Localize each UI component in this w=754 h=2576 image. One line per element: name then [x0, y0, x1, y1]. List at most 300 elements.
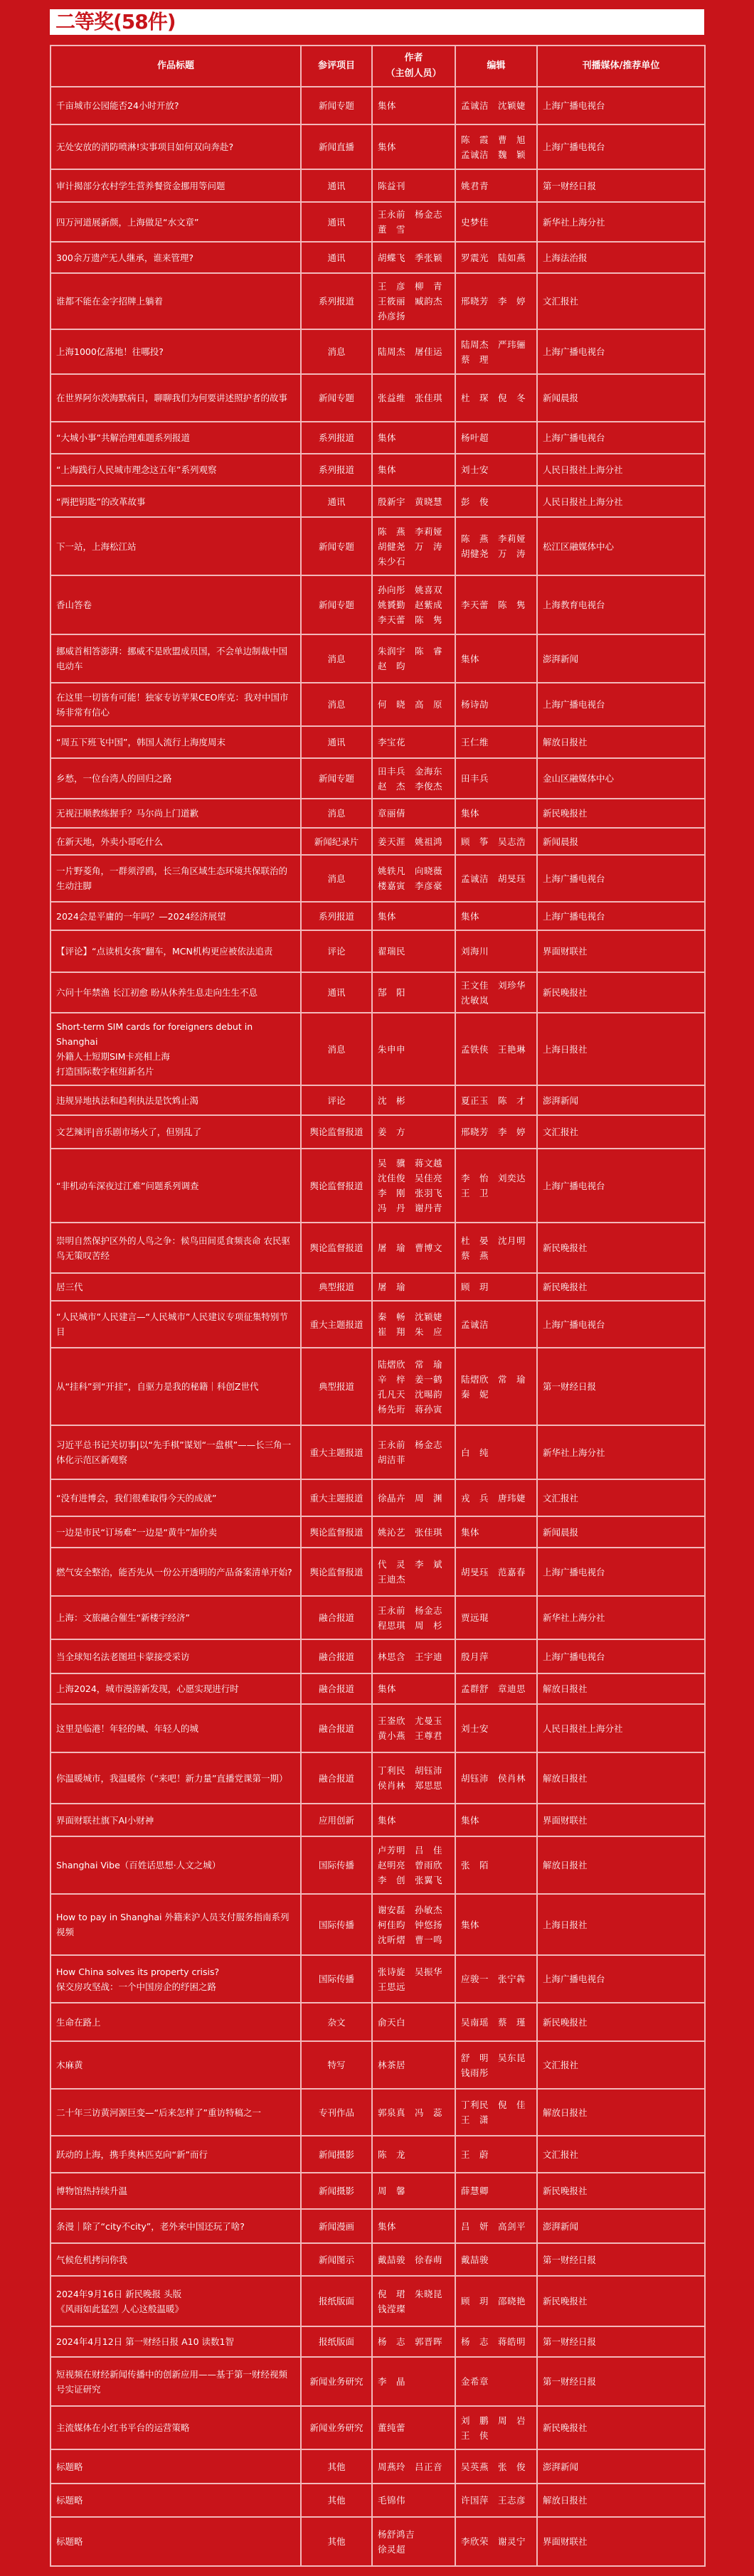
author-cell: 吴 骥 蒋文越 沈佳俊 吴佳亮 李 刚 张羽飞 冯 丹 谢丹青 — [372, 1149, 455, 1223]
author-cell: 徐晶卉 周 渊 — [372, 1479, 455, 1516]
media-outlet-cell: 第一财经日报 — [537, 1348, 705, 1425]
category-cell: 通讯 — [301, 169, 372, 202]
header-author: 作者 （主创人员） — [372, 46, 455, 87]
editor-cell: 杨叶超 — [455, 422, 537, 454]
table-row — [51, 486, 705, 517]
table-row — [51, 1425, 705, 1479]
editor-cell: 顾 玥 — [455, 1273, 537, 1301]
media-outlet-cell: 新华社上海分社 — [537, 1596, 705, 1639]
section-title: 二等奖(58件) — [55, 10, 176, 33]
table-row — [51, 1301, 705, 1348]
table-body — [51, 87, 705, 2566]
category-cell: 新闻业务研究 — [301, 2357, 372, 2406]
work-title-cell: 一片野菱角，一群须浮鸥，长三角区域生态环境共保联治的生动注脚 — [51, 855, 301, 902]
category-cell: 系列报道 — [301, 273, 372, 329]
media-outlet-cell: 上海广播电视台 — [537, 1301, 705, 1348]
header-editor: 编辑 — [455, 46, 537, 87]
table-row — [51, 202, 705, 242]
table-row — [51, 2209, 705, 2243]
work-title-cell: 标题略 — [51, 2449, 301, 2484]
work-title-cell: 博物馆热持续升温 — [51, 2173, 301, 2209]
category-cell: 新闻业务研究 — [301, 2406, 372, 2449]
media-outlet-cell: 新民晚报社 — [537, 2173, 705, 2209]
editor-cell: 戴喆骏 — [455, 2243, 537, 2276]
category-cell: 通讯 — [301, 202, 372, 242]
author-cell: 集体 — [372, 87, 455, 124]
editor-cell: 邢晓芳 李 婷 — [455, 1115, 537, 1149]
editor-cell: 孟诚洁 胡旻珏 — [455, 855, 537, 902]
editor-cell: 吕 妍 高剑平 — [455, 2209, 537, 2243]
work-title-cell: “非机动车深夜过江难”问题系列调查 — [51, 1149, 301, 1223]
category-cell: 国际传播 — [301, 1836, 372, 1894]
media-outlet-cell: 上海教育电视台 — [537, 575, 705, 634]
author-cell: 集体 — [372, 1673, 455, 1704]
editor-cell: 杜 晏 沈月明 蔡 燕 — [455, 1223, 537, 1273]
table-header-row — [51, 46, 705, 87]
table-row — [51, 2276, 705, 2326]
table-row — [51, 683, 705, 726]
category-cell: 应用创新 — [301, 1804, 372, 1836]
category-cell: 系列报道 — [301, 902, 372, 930]
author-cell: 林茶居 — [372, 2041, 455, 2089]
table-row — [51, 1348, 705, 1425]
editor-cell: 舒 明 吴东昆 钱雨彤 — [455, 2041, 537, 2089]
author-cell: 张诗旋 吴振华 王思远 — [372, 1955, 455, 2003]
category-cell: 典型报道 — [301, 1273, 372, 1301]
author-cell: 杨 志 郭晋晖 — [372, 2326, 455, 2357]
editor-cell: 陈 霞 曹 旭 孟诚洁 魏 颖 — [455, 124, 537, 169]
work-title-cell: 当全球知名法老图坦卡蒙接受采访 — [51, 1639, 301, 1673]
media-outlet-cell: 上海广播电视台 — [537, 1149, 705, 1223]
author-cell: 陈 龙 — [372, 2136, 455, 2173]
work-title-cell: 四万河道展新颜，上海做足“水文章” — [51, 202, 301, 242]
editor-cell: 许国萍 王志彦 — [455, 2484, 537, 2517]
category-cell: 新闻直播 — [301, 124, 372, 169]
media-outlet-cell: 文汇报社 — [537, 2136, 705, 2173]
media-outlet-cell: 上海广播电视台 — [537, 1548, 705, 1596]
work-title-cell: 2024会是平庸的一年吗？—2024经济展望 — [51, 902, 301, 930]
author-cell: 郜 阳 — [372, 972, 455, 1013]
editor-cell: 李天蕾 陈 隽 — [455, 575, 537, 634]
editor-cell: 王仁维 — [455, 726, 537, 758]
category-cell: 消息 — [301, 799, 372, 828]
category-cell: 舆论监督报道 — [301, 1149, 372, 1223]
table-row — [51, 2041, 705, 2089]
editor-cell: 史梦佳 — [455, 202, 537, 242]
work-title-cell: 从“挂科”到“开挂”，自驱力是我的秘籍｜科创Z世代 — [51, 1348, 301, 1425]
category-cell: 新闻专题 — [301, 517, 372, 575]
editor-cell: 集体 — [455, 1894, 537, 1955]
editor-cell: 姚君青 — [455, 169, 537, 202]
editor-cell: 王 蔚 — [455, 2136, 537, 2173]
work-title-cell: Shanghai Vibe（百姓话思想·人文之城） — [51, 1836, 301, 1894]
category-cell: 通讯 — [301, 972, 372, 1013]
work-title-cell: 【评论】“点读机女孩”翻车，MCN机构更应被依法追责 — [51, 930, 301, 972]
media-outlet-cell: 上海广播电视台 — [537, 683, 705, 726]
table-row — [51, 1836, 705, 1894]
editor-cell: 田丰兵 — [455, 758, 537, 799]
author-cell: 张益维 张佳琪 — [372, 374, 455, 422]
editor-cell: 杨诗劼 — [455, 683, 537, 726]
media-outlet-cell: 金山区融媒体中心 — [537, 758, 705, 799]
media-outlet-cell: 上海法治报 — [537, 242, 705, 273]
category-cell: 其他 — [301, 2517, 372, 2566]
author-cell: 陈 燕 李莉娅 胡健尧 万 涛 朱少石 — [372, 517, 455, 575]
table-row — [51, 2484, 705, 2517]
table-row — [51, 2517, 705, 2566]
editor-cell: 集体 — [455, 799, 537, 828]
media-outlet-cell: 上海日报社 — [537, 1013, 705, 1085]
category-cell: 舆论监督报道 — [301, 1548, 372, 1596]
editor-cell: 集体 — [455, 902, 537, 930]
editor-cell: 集体 — [455, 1804, 537, 1836]
category-cell: 新闻摄影 — [301, 2136, 372, 2173]
editor-cell: 刘士安 — [455, 1704, 537, 1752]
table-row — [51, 726, 705, 758]
category-cell: 报纸版面 — [301, 2326, 372, 2357]
author-cell: 陆熠欣 常 瑜 辛 梓 姜一鹤 孔凡天 沈晹韵 杨先珩 蒋孙寅 — [372, 1348, 455, 1425]
editor-cell: 李欣荣 谢灵宁 — [455, 2517, 537, 2566]
category-cell: 融合报道 — [301, 1639, 372, 1673]
category-cell: 重大主题报道 — [301, 1301, 372, 1348]
section-title-box — [50, 9, 704, 35]
category-cell: 重大主题报道 — [301, 1425, 372, 1479]
table-row — [51, 1752, 705, 1804]
category-cell: 舆论监督报道 — [301, 1115, 372, 1149]
table-row — [51, 454, 705, 486]
table-row — [51, 799, 705, 828]
work-title-cell: How to pay in Shanghai 外籍来沪人员支付服务指南系列视频 — [51, 1894, 301, 1955]
author-cell: 卢芳明 吕 佳 赵明亮 曾雨欣 李 创 张翼飞 — [372, 1836, 455, 1894]
media-outlet-cell: 澎湃新闻 — [537, 2449, 705, 2484]
media-outlet-cell: 第一财经日报 — [537, 169, 705, 202]
media-outlet-cell: 上海广播电视台 — [537, 1955, 705, 2003]
author-cell: 董纯蕾 — [372, 2406, 455, 2449]
author-cell: 章丽倩 — [372, 799, 455, 828]
work-title-cell: “两把钥匙”的改革故事 — [51, 486, 301, 517]
author-cell: 集体 — [372, 454, 455, 486]
media-outlet-cell: 新民晚报社 — [537, 972, 705, 1013]
table-row — [51, 1223, 705, 1273]
work-title-cell: 在新天地，外卖小哥吃什么 — [51, 828, 301, 855]
category-cell: 典型报道 — [301, 1348, 372, 1425]
category-cell: 重大主题报道 — [301, 1479, 372, 1516]
category-cell: 消息 — [301, 855, 372, 902]
table-row — [51, 1516, 705, 1548]
work-title-cell: 300余万遗产无人继承，谁来管理? — [51, 242, 301, 273]
table-row — [51, 2449, 705, 2484]
table-row — [51, 1955, 705, 2003]
author-cell: 李 晶 — [372, 2357, 455, 2406]
category-cell: 新闻摄影 — [301, 2173, 372, 2209]
author-cell: 殷新宇 黄晓慧 — [372, 486, 455, 517]
author-cell: 胡蝶飞 季张颖 — [372, 242, 455, 273]
work-title-cell: 居三代 — [51, 1273, 301, 1301]
table-row — [51, 1085, 705, 1115]
work-title-cell: 文艺辣评|音乐剧市场火了，但别乱了 — [51, 1115, 301, 1149]
table-row — [51, 329, 705, 374]
category-cell: 国际传播 — [301, 1955, 372, 2003]
media-outlet-cell: 界面财联社 — [537, 1804, 705, 1836]
work-title-cell: 无处安放的消防喷淋!实事项目如何双向奔赴? — [51, 124, 301, 169]
editor-cell: 胡钰沛 侯肖林 — [455, 1752, 537, 1804]
media-outlet-cell: 上海广播电视台 — [537, 855, 705, 902]
author-cell: 王永前 杨金志 董 雪 — [372, 202, 455, 242]
author-cell: 屠 瑜 — [372, 1273, 455, 1301]
work-title-cell: 生命在路上 — [51, 2003, 301, 2041]
media-outlet-cell: 界面财联社 — [537, 2517, 705, 2566]
media-outlet-cell: 新闻晨报 — [537, 828, 705, 855]
table-row — [51, 634, 705, 683]
category-cell: 系列报道 — [301, 422, 372, 454]
work-title-cell: 在这里一切皆有可能！独家专访苹果CEO库克：我对中国市场非常有信心 — [51, 683, 301, 726]
header-category: 参评项目 — [301, 46, 372, 87]
editor-cell: 刘士安 — [455, 454, 537, 486]
category-cell: 融合报道 — [301, 1673, 372, 1704]
author-cell: 林思含 王宇迪 — [372, 1639, 455, 1673]
author-cell: 集体 — [372, 2209, 455, 2243]
editor-cell: 陆熠欣 常 瑜 秦 妮 — [455, 1348, 537, 1425]
author-cell: 田丰兵 金海东 赵 杰 李俊杰 — [372, 758, 455, 799]
editor-cell: 白 纯 — [455, 1425, 537, 1479]
work-title-cell: 乡愁，一位台湾人的回归之路 — [51, 758, 301, 799]
media-outlet-cell: 新民晚报社 — [537, 1273, 705, 1301]
category-cell: 通讯 — [301, 726, 372, 758]
category-cell: 新闻专题 — [301, 87, 372, 124]
work-title-cell: 无视汪顺教练握手？马尔尚上门道歉 — [51, 799, 301, 828]
table-row — [51, 1704, 705, 1752]
work-title-cell: 崇明自然保护区外的人鸟之争：候鸟田间觅食频丧命 农民驱鸟无策叹苦经 — [51, 1223, 301, 1273]
work-title-cell: “没有进博会，我们很难取得今天的成就” — [51, 1479, 301, 1516]
header-media: 刊播媒体/推荐单位 — [537, 46, 705, 87]
editor-cell: 丁利民 倪 佳 王 潇 — [455, 2089, 537, 2136]
editor-cell: 邢晓芳 李 婷 — [455, 273, 537, 329]
editor-cell: 孟诚洁 沈颖婕 — [455, 87, 537, 124]
table-row — [51, 2089, 705, 2136]
work-title-cell: How China solves its property crisis? 保交房攻坚战：一个中国房企的纾困之路 — [51, 1955, 301, 2003]
author-cell: 翟瑞民 — [372, 930, 455, 972]
media-outlet-cell: 第一财经日报 — [537, 2357, 705, 2406]
work-title-cell: 谁都不能在金字招牌上躺着 — [51, 273, 301, 329]
work-title-cell: “人民城市”人民建言—“人民城市”人民建议专项征集特别节目 — [51, 1301, 301, 1348]
editor-cell: 金希章 — [455, 2357, 537, 2406]
table-row — [51, 273, 705, 329]
editor-cell: 李 怡 刘奕达 王 卫 — [455, 1149, 537, 1223]
category-cell: 新闻专题 — [301, 575, 372, 634]
category-cell: 新闻纪录片 — [301, 828, 372, 855]
media-outlet-cell: 解放日报社 — [537, 726, 705, 758]
work-title-cell: 香山答卷 — [51, 575, 301, 634]
work-title-cell: Short-term SIM cards for foreigners debut in Shanghai 外籍人士短期SIM卡亮相上海 打造国际数字枢纽新名片 — [51, 1013, 301, 1085]
work-title-cell: 上海2024，城市漫游新发现，心愿实现进行时 — [51, 1673, 301, 1704]
media-outlet-cell: 上海日报社 — [537, 1894, 705, 1955]
category-cell: 特写 — [301, 2041, 372, 2089]
work-title-cell: “上海践行人民城市理念这五年”系列观察 — [51, 454, 301, 486]
work-title-cell: 审计揭部分农村学生营养餐资金挪用等问题 — [51, 169, 301, 202]
work-title-cell: 二十年三访黄河源巨变—“后来怎样了”重访特稿之一 — [51, 2089, 301, 2136]
media-outlet-cell: 文汇报社 — [537, 273, 705, 329]
editor-cell: 殷月萍 — [455, 1639, 537, 1673]
category-cell: 专刊作品 — [301, 2089, 372, 2136]
editor-cell: 应骏一 张宁犇 — [455, 1955, 537, 2003]
table-row — [51, 1639, 705, 1673]
author-cell: 姚沁艺 张佳琪 — [372, 1516, 455, 1548]
table-row — [51, 169, 705, 202]
table-row — [51, 87, 705, 124]
category-cell: 杂文 — [301, 2003, 372, 2041]
media-outlet-cell: 新民晚报社 — [537, 2276, 705, 2326]
media-outlet-cell: 人民日报社上海分社 — [537, 486, 705, 517]
author-cell: 谢安磊 孙敏杰 柯佳昀 钟悠扬 沈昕熠 曹一鸣 — [372, 1894, 455, 1955]
media-outlet-cell: 上海广播电视台 — [537, 87, 705, 124]
work-title-cell: 一边是市民“订场难”一边是“黄牛”加价卖 — [51, 1516, 301, 1548]
editor-cell: 集体 — [455, 1516, 537, 1548]
table-row — [51, 1673, 705, 1704]
media-outlet-cell: 文汇报社 — [537, 2041, 705, 2089]
editor-cell: 孟诚洁 — [455, 1301, 537, 1348]
author-cell: 姚轶凡 向晓薇 楼嘉寅 李彦豪 — [372, 855, 455, 902]
media-outlet-cell: 上海广播电视台 — [537, 902, 705, 930]
editor-cell: 薛慧卿 — [455, 2173, 537, 2209]
media-outlet-cell: 人民日报社上海分社 — [537, 454, 705, 486]
media-outlet-cell: 澎湃新闻 — [537, 1085, 705, 1115]
media-outlet-cell: 新华社上海分社 — [537, 202, 705, 242]
author-cell: 丁利民 胡钰沛 侯肖林 郑思思 — [372, 1752, 455, 1804]
editor-cell: 王文佳 刘珍华 沈敏岚 — [455, 972, 537, 1013]
author-cell: 姜 方 — [372, 1115, 455, 1149]
author-cell: 屠 瑜 曹博文 — [372, 1223, 455, 1273]
author-cell: 戴喆骏 徐春萌 — [372, 2243, 455, 2276]
category-cell: 新闻漫画 — [301, 2209, 372, 2243]
author-cell: 毛锦伟 — [372, 2484, 455, 2517]
category-cell: 新闻专题 — [301, 374, 372, 422]
work-title-cell: 条漫｜除了“city不city”，老外来中国还玩了啥? — [51, 2209, 301, 2243]
table-row — [51, 1479, 705, 1516]
work-title-cell: “周五下班飞中国”，韩国人流行上海度周末 — [51, 726, 301, 758]
work-title-cell: 六问十年禁渔 长江初愈 盼从休养生息走向生生不息 — [51, 972, 301, 1013]
work-title-cell: “大城小事”共解治理难题系列报道 — [51, 422, 301, 454]
editor-cell: 孟群舒 章迪思 — [455, 1673, 537, 1704]
table-row — [51, 2136, 705, 2173]
work-title-cell: 短视频在财经新闻传播中的创新应用——基于第一财经视频号实证研究 — [51, 2357, 301, 2406]
table-row — [51, 1013, 705, 1085]
category-cell: 新闻图示 — [301, 2243, 372, 2276]
media-outlet-cell: 上海广播电视台 — [537, 422, 705, 454]
work-title-cell: 标题略 — [51, 2484, 301, 2517]
author-cell: 杨舒鸿吉 徐灵超 — [372, 2517, 455, 2566]
editor-cell: 陆周杰 严玮骊 蔡 理 — [455, 329, 537, 374]
table-row — [51, 1804, 705, 1836]
category-cell: 舆论监督报道 — [301, 1516, 372, 1548]
work-title-cell: 燃气安全整治，能否先从一份公开透明的产品备案清单开始? — [51, 1548, 301, 1596]
work-title-cell: 2024年9月16日 新民晚报 头版 《风雨如此猛烈 人心这般温暖》 — [51, 2276, 301, 2326]
work-title-cell: 挪威首相答澎湃：挪威不是欧盟成员国，不会单边制裁中国电动车 — [51, 634, 301, 683]
media-outlet-cell: 新闻晨报 — [537, 1516, 705, 1548]
media-outlet-cell: 解放日报社 — [537, 1836, 705, 1894]
work-title-cell: 你温暖城市，我温暖你（“来吧！新力量”直播党课第一期） — [51, 1752, 301, 1804]
table-row — [51, 2003, 705, 2041]
author-cell: 代 灵 李 斌 王迪杰 — [372, 1548, 455, 1596]
category-cell: 通讯 — [301, 486, 372, 517]
category-cell: 系列报道 — [301, 454, 372, 486]
author-cell: 郭泉真 冯 蕊 — [372, 2089, 455, 2136]
editor-cell: 刘海川 — [455, 930, 537, 972]
media-outlet-cell: 解放日报社 — [537, 2089, 705, 2136]
category-cell: 消息 — [301, 329, 372, 374]
media-outlet-cell: 解放日报社 — [537, 2484, 705, 2517]
table-row — [51, 517, 705, 575]
media-outlet-cell: 新民晚报社 — [537, 2003, 705, 2041]
author-cell: 俞天白 — [372, 2003, 455, 2041]
category-cell: 融合报道 — [301, 1596, 372, 1639]
table-row — [51, 374, 705, 422]
work-title-cell: 气候危机拷问你我 — [51, 2243, 301, 2276]
work-title-cell: 上海1000亿落地！往哪投? — [51, 329, 301, 374]
table-row — [51, 2243, 705, 2276]
work-title-cell: 跃动的上海，携手奥林匹克向“新”而行 — [51, 2136, 301, 2173]
table-row — [51, 1115, 705, 1149]
author-cell: 集体 — [372, 124, 455, 169]
media-outlet-cell: 上海广播电视台 — [537, 1639, 705, 1673]
table-row — [51, 2406, 705, 2449]
category-cell: 消息 — [301, 683, 372, 726]
media-outlet-cell: 新民晚报社 — [537, 799, 705, 828]
author-cell: 姜天涯 姚祖鸿 — [372, 828, 455, 855]
media-outlet-cell: 上海广播电视台 — [537, 329, 705, 374]
media-outlet-cell: 人民日报社上海分社 — [537, 1704, 705, 1752]
table-row — [51, 828, 705, 855]
author-cell: 周燕玲 吕正音 — [372, 2449, 455, 2484]
work-title-cell: 标题略 — [51, 2517, 301, 2566]
editor-cell: 夏正玉 陈 才 — [455, 1085, 537, 1115]
media-outlet-cell: 解放日报社 — [537, 1752, 705, 1804]
table-row — [51, 1273, 705, 1301]
author-cell: 王 彦 柳 青 王筱丽 臧韵杰 孙彦扬 — [372, 273, 455, 329]
media-outlet-cell: 文汇报社 — [537, 1115, 705, 1149]
media-outlet-cell: 新民晚报社 — [537, 2406, 705, 2449]
category-cell: 其他 — [301, 2484, 372, 2517]
author-cell: 陈益刊 — [372, 169, 455, 202]
work-title-cell: 习近平总书记关切事|以“先手棋”谋划“一盘棋”——长三角一体化示范区新观察 — [51, 1425, 301, 1479]
editor-cell: 孟铁侠 王艳琳 — [455, 1013, 537, 1085]
media-outlet-cell: 解放日报社 — [537, 1673, 705, 1704]
editor-cell: 陈 燕 李莉娅 胡健尧 万 涛 — [455, 517, 537, 575]
table-row — [51, 124, 705, 169]
media-outlet-cell: 第一财经日报 — [537, 2326, 705, 2357]
work-title-cell: 上海：文旅融合催生“新楼宇经济” — [51, 1596, 301, 1639]
author-cell: 王永前 杨金志 程思琪 周 杉 — [372, 1596, 455, 1639]
table-row — [51, 422, 705, 454]
table-row — [51, 1548, 705, 1596]
media-outlet-cell: 上海广播电视台 — [537, 124, 705, 169]
category-cell: 融合报道 — [301, 1704, 372, 1752]
work-title-cell: 2024年4月12日 第一财经日报 A10 读数1智 — [51, 2326, 301, 2357]
media-outlet-cell: 澎湃新闻 — [537, 634, 705, 683]
author-cell: 朱润宇 陈 睿 赵 昀 — [372, 634, 455, 683]
table-row — [51, 2357, 705, 2406]
editor-cell: 罗震光 陆如燕 — [455, 242, 537, 273]
editor-cell: 顾 玥 邵晓艳 — [455, 2276, 537, 2326]
author-cell: 孙向彤 姚喜双 姚贇勤 赵紫成 李天蕾 陈 隽 — [372, 575, 455, 634]
work-title-cell: 千亩城市公园能否24小时开放? — [51, 87, 301, 124]
author-cell: 李宝花 — [372, 726, 455, 758]
category-cell: 其他 — [301, 2449, 372, 2484]
media-outlet-cell: 第一财经日报 — [537, 2243, 705, 2276]
author-cell: 王崟欣 尤曼玉 黄小燕 王尊君 — [372, 1704, 455, 1752]
category-cell: 评论 — [301, 930, 372, 972]
work-title-cell: 主流媒体在小红书平台的运营策略 — [51, 2406, 301, 2449]
author-cell: 集体 — [372, 422, 455, 454]
